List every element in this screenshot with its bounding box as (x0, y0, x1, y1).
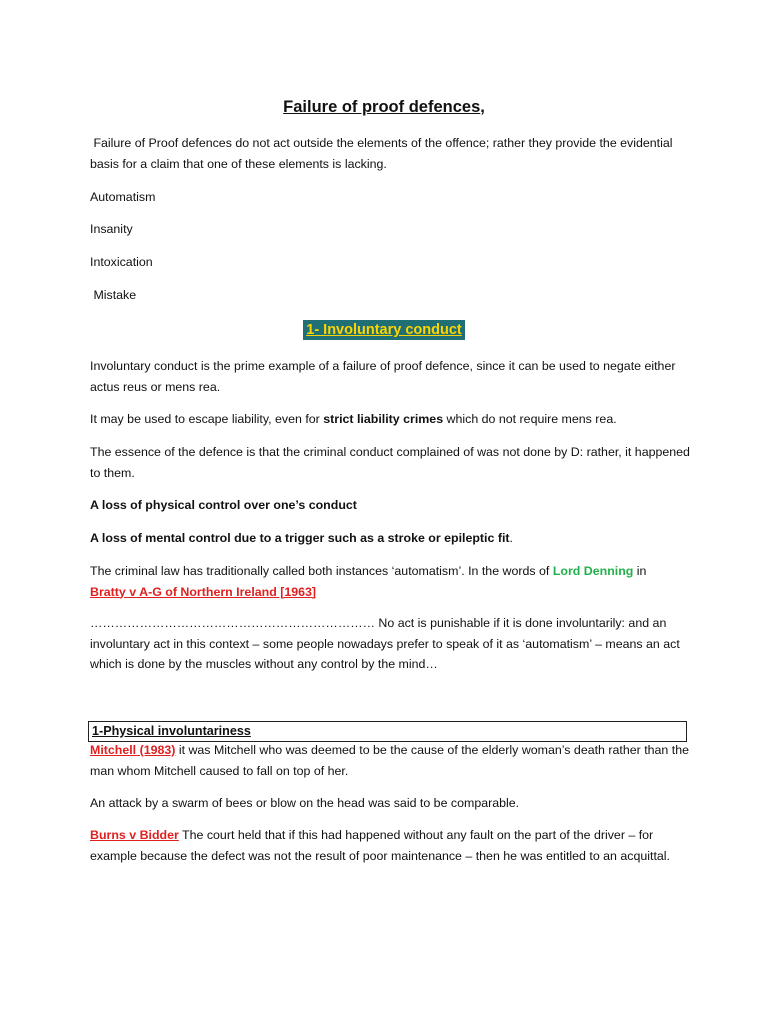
paragraph-involuntary-conduct: Involuntary conduct is the prime example of a failure of proof defence, since it can be used to negate either actus reus or mens rea. (90, 359, 676, 394)
mitchell-text: it was Mitchell who was deemed to be the cause of the elderly woman’s death rather than the man whom Mitchell caused to fall on top of her. (90, 743, 689, 778)
subheading-physical-involuntariness: 1-Physical involuntariness (88, 721, 687, 742)
document-title (0, 96, 768, 118)
section-heading-involuntary-conduct (0, 320, 768, 340)
bold-line-physical-control: A loss of physical control over one’s conduct (90, 498, 357, 512)
strict-liability-term: strict liability crimes (323, 412, 444, 426)
bold-line-mental-control (90, 528, 690, 549)
para2-start: It may be used to escape liability, even for (90, 412, 324, 426)
title-punctuation: , (480, 98, 485, 116)
list-item-mistake: Mistake (90, 288, 137, 302)
paragraph-mitchell (90, 740, 690, 781)
paragraph-lord-denning (90, 561, 690, 602)
judge-name: Lord Denning (552, 564, 634, 578)
list-item-automatism: Automatism (90, 190, 156, 204)
list-item-intoxication: Intoxication (90, 255, 153, 269)
paragraph-burns (90, 825, 690, 866)
intro-paragraph: Failure of Proof defences do not act outside the elements of the offence; rather they provide the evidential basis for a claim that one of these elements is lacking. (90, 136, 676, 171)
title-text: Failure of proof defences (283, 98, 481, 116)
section-heading-text: 1- Involuntary conduct (303, 320, 465, 340)
para4-middle: in (633, 564, 647, 578)
paragraph-strict-liability (90, 409, 690, 430)
case-link-burns[interactable]: Burns v Bidder (90, 828, 179, 842)
mental-control-period: . (509, 531, 513, 545)
mental-control-text: A loss of mental control due to a trigger such as a stroke or epileptic fit (90, 531, 510, 545)
para2-end: which do not require mens rea. (443, 412, 617, 426)
list-item-insanity: Insanity (90, 222, 133, 236)
paragraph-essence: The essence of the defence is that the criminal conduct complained of was not done by D: rather, it happened to them. (90, 445, 690, 480)
quote-paragraph: …………………………………………………………… No act is punishable if it is done involuntarily: and an involuntary act in this context – some people nowadays prefer to speak of it as ‘automatism’ – means an act which is done by the muscles without any control by the mind… (90, 616, 680, 671)
case-link-mitchell[interactable]: Mitchell (1983) (90, 743, 176, 757)
case-link-bratty[interactable]: Bratty v A-G of Northern Ireland [1963] (90, 584, 317, 599)
para4-start: The criminal law has traditionally called both instances ‘automatism’. In the words of (90, 564, 553, 578)
paragraph-bees: An attack by a swarm of bees or blow on the head was said to be comparable. (90, 796, 520, 810)
burns-text: The court held that if this had happened without any fault on the part of the driver – for example because the defect was not the result of poor maintenance – then he was entitled to an acquittal. (90, 828, 670, 863)
